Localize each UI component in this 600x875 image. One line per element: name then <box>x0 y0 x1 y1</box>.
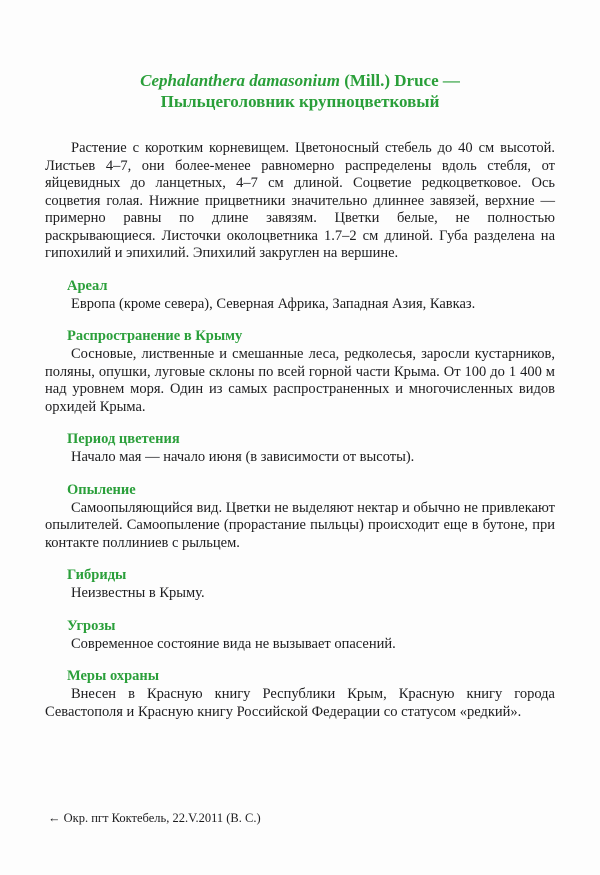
photo-caption: ← Окр. пгт Коктебель, 22.V.2011 (В. С.) <box>48 811 261 825</box>
section-text: Сосновые, лиственные и смешанные леса, редколесья, заросли кустарников, поляны, опушки, луговые склоны по всей горной части Крыма. От 100 до 1 400 м над уровнем моря. Один из самых распространенных и многочисленных видов орхидей Крыма. <box>45 346 555 415</box>
section-threats <box>45 616 555 654</box>
section-text: Внесен в Красную книгу Республики Крым, Красную книгу города Севастополя и Красную книгу Российской Федерации со статусом «редкий». <box>45 686 555 720</box>
section-flowering-period <box>45 429 555 467</box>
section-text: Самоопыляющийся вид. Цветки не выделяют нектар и обычно не привлекают опылителей. Самоопыление (прорастание пыльцы) происходит еще в бутоне, при контакте поллиниев с рыльцем. <box>45 499 555 551</box>
section-heading: Меры охраны <box>67 668 160 684</box>
species-latin-name: Cephalanthera damasonium <box>140 71 340 90</box>
section-pollination <box>45 480 555 553</box>
section-heading: Ареал <box>67 277 108 294</box>
section-heading: Распространение в Крыму <box>67 328 243 344</box>
description-paragraph: Растение с коротким корневищем. Цветоносный стебель до 40 см высотой. Листьев 4–7, они более-менее равномерно распределены вдоль стебля, от яйцевидных до ланцетных, 4–7 см длиной. Соцветие редкоцветковое. Ось соцветия голая. Нижние прицветники значительно длиннее завязей, верхние — примерно равны по длине завязям. Цветки белые, не полностью раскрывающиеся. Листочки околоцветника 1.7–2 см длиной. Губа разделена на гипохилий и эпихилий. Эпихилий закруглен на вершине. <box>45 140 555 261</box>
section-heading: Гибриды <box>67 567 127 583</box>
section-text: Неизвестны в Крыму. <box>71 585 205 601</box>
section-heading: Опыление <box>67 481 136 498</box>
species-russian-name: Пыльцеголовник крупноцветковый <box>160 92 440 111</box>
species-authority: (Mill.) Druce — <box>339 71 460 90</box>
section-text: Европа (кроме севера), Северная Африка, Западная Азия, Кавказ. <box>71 295 476 312</box>
section-hybrids <box>45 565 555 603</box>
section-text: Современное состояние вида не вызывает опасений. <box>71 635 396 652</box>
section-areal <box>45 276 555 314</box>
section-distribution-crimea <box>45 326 555 416</box>
section-protection-measures <box>45 666 555 721</box>
section-heading: Угрозы <box>67 617 116 634</box>
species-title <box>45 70 555 112</box>
section-text: Начало мая — начало июня (в зависимости от высоты). <box>71 449 415 465</box>
section-heading: Период цветения <box>67 431 180 447</box>
